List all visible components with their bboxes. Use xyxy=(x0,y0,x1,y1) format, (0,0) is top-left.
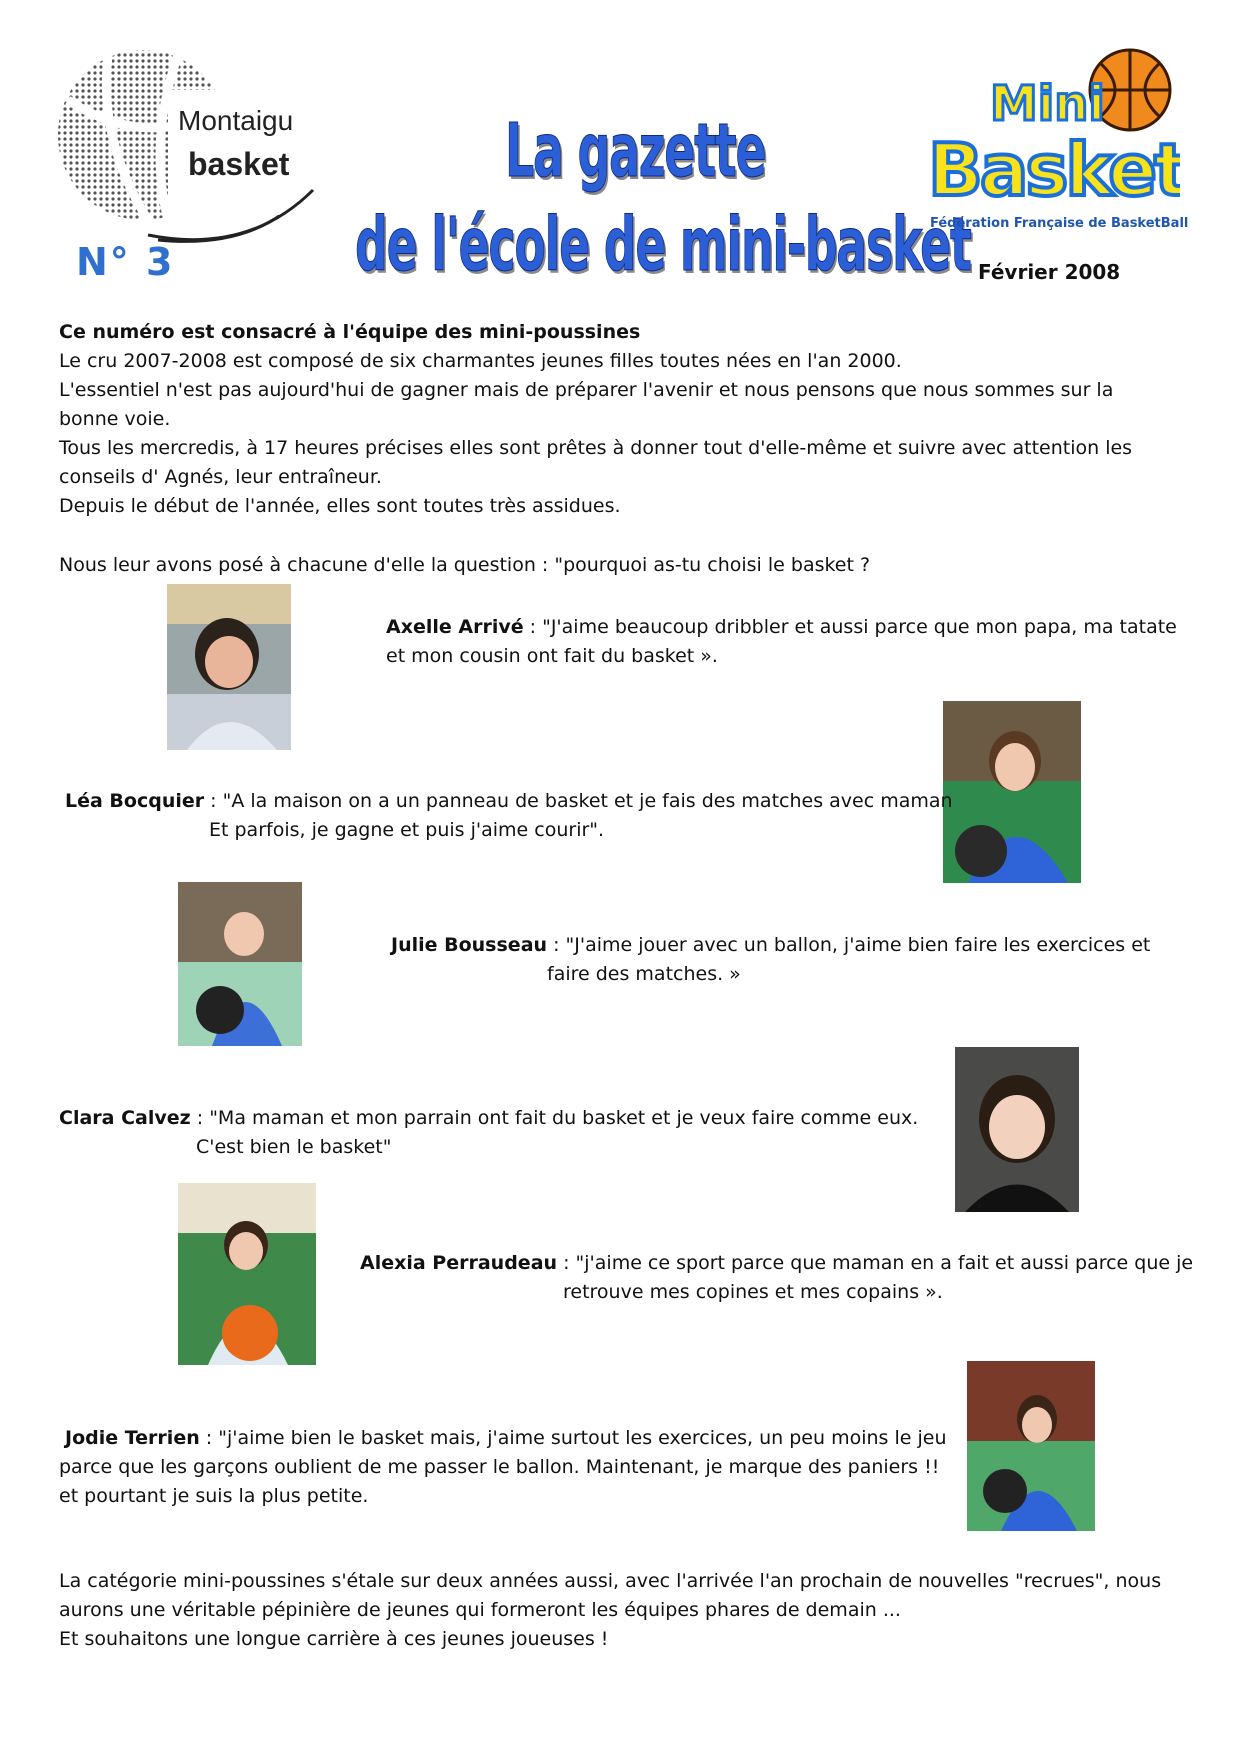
quote-text: "Ma maman et mon parrain ont fait du basket et je veux faire comme eux. xyxy=(209,1107,919,1129)
player-name: Julie Bousseau xyxy=(391,934,548,956)
quote-axelle: Axelle Arrivé : "J'aime beaucoup dribbler et aussi parce que mon papa, ma tatate xyxy=(386,616,1177,638)
photo-jodie xyxy=(967,1361,1095,1531)
svg-text:Basket: Basket xyxy=(928,128,1180,212)
issue-number: N° 3 xyxy=(76,240,175,284)
quote-alexia-cont: retrouve mes copines et mes copains ». xyxy=(563,1281,943,1303)
svg-text:Montaigu: Montaigu xyxy=(178,105,294,136)
conclusion-line: aurons une véritable pépinière de jeunes qui formeront les équipes phares de demain ... xyxy=(59,1599,901,1621)
intro-line: conseils d' Agnés, leur entraîneur. xyxy=(59,466,382,488)
child-photo-icon xyxy=(943,701,1081,883)
child-photo-icon xyxy=(167,584,291,750)
intro-line: Tous les mercredis, à 17 heures précises elles sont prêtes à donner tout d'elle-même et suivre avec attention les xyxy=(59,437,1133,459)
child-photo-icon xyxy=(178,882,302,1046)
quote-text: "j'aime bien le basket mais, j'aime surtout les exercices, un peu moins le jeu xyxy=(218,1427,947,1449)
player-name: Jodie Terrien xyxy=(65,1427,200,1449)
quote-axelle-cont: et mon cousin ont fait du basket ». xyxy=(386,645,718,667)
gazette-title-line2: de l'école de mini-basket xyxy=(355,202,971,288)
child-photo-icon xyxy=(178,1183,316,1365)
child-photo-icon xyxy=(955,1047,1079,1212)
quote-clara: Clara Calvez : "Ma maman et mon parrain ont fait du basket et je veux faire comme eux. xyxy=(59,1107,919,1129)
photo-clara xyxy=(955,1047,1079,1212)
conclusion-line: Et souhaitons une longue carrière à ces jeunes joueuses ! xyxy=(59,1628,609,1650)
question-line: Nous leur avons posé à chacune d'elle la question : "pourquoi as-tu choisi le basket ? xyxy=(59,554,871,576)
intro-heading: Ce numéro est consacré à l'équipe des mini-poussines xyxy=(59,321,641,343)
child-photo-icon xyxy=(967,1361,1095,1531)
player-name: Clara Calvez xyxy=(59,1107,191,1129)
quote-text: "A la maison on a un panneau de basket et je fais des matches avec maman xyxy=(222,790,953,812)
svg-text:Mini: Mini xyxy=(990,76,1105,132)
mini-basket-ball-icon xyxy=(920,45,1180,235)
photo-alexia xyxy=(178,1183,316,1365)
quote-text: "J'aime beaucoup dribbler et aussi parce que mon papa, ma tatate xyxy=(542,616,1177,638)
mini-basket-logo xyxy=(920,45,1180,235)
intro-line: bonne voie. xyxy=(59,408,171,430)
intro-line: Depuis le début de l'année, elles sont toutes très assidues. xyxy=(59,495,621,517)
photo-julie xyxy=(178,882,302,1046)
basketball-logo-icon xyxy=(38,40,338,255)
photo-lea xyxy=(943,701,1081,883)
montaigu-basket-logo xyxy=(38,40,338,255)
photo-axelle xyxy=(167,584,291,750)
quote-text: "J'aime jouer avec un ballon, j'aime bien faire les exercices et xyxy=(565,934,1151,956)
federation-label: Fédération Française de BasketBall xyxy=(930,216,1189,231)
conclusion-line: La catégorie mini-poussines s'étale sur deux années aussi, avec l'arrivée l'an prochain de nouvelles "recrues", nous xyxy=(59,1570,1162,1592)
quote-julie: Julie Bousseau : "J'aime jouer avec un ballon, j'aime bien faire les exercices et xyxy=(391,934,1151,956)
quote-jodie-cont: parce que les garçons oublient de me passer le ballon. Maintenant, je marque des paniers !! xyxy=(59,1456,940,1478)
gazette-title-line1: La gazette xyxy=(505,108,766,194)
intro-line: Le cru 2007-2008 est composé de six charmantes jeunes filles toutes nées en l'an 2000. xyxy=(59,350,902,372)
quote-jodie: Jodie Terrien : "j'aime bien le basket mais, j'aime surtout les exercices, un peu moins le jeu xyxy=(65,1427,947,1449)
issue-date: Février 2008 xyxy=(978,260,1121,284)
player-name: Axelle Arrivé xyxy=(386,616,524,638)
quote-alexia: Alexia Perraudeau : "j'aime ce sport parce que maman en a fait et aussi parce que je xyxy=(360,1252,1194,1274)
intro-line: L'essentiel n'est pas aujourd'hui de gagner mais de préparer l'avenir et nous pensons que nous sommes sur la xyxy=(59,379,1114,401)
player-name: Léa Bocquier xyxy=(65,790,205,812)
player-name: Alexia Perraudeau xyxy=(360,1252,558,1274)
quote-clara-cont: C'est bien le basket" xyxy=(196,1136,392,1158)
quote-lea-cont: Et parfois, je gagne et puis j'aime courir". xyxy=(209,819,605,841)
svg-text:basket: basket xyxy=(188,146,290,182)
quote-jodie-cont: et pourtant je suis la plus petite. xyxy=(59,1485,369,1507)
quote-lea: Léa Bocquier : "A la maison on a un panneau de basket et je fais des matches avec maman xyxy=(65,790,953,812)
quote-julie-cont: faire des matches. » xyxy=(547,963,741,985)
quote-text: "j'aime ce sport parce que maman en a fait et aussi parce que je xyxy=(575,1252,1194,1274)
